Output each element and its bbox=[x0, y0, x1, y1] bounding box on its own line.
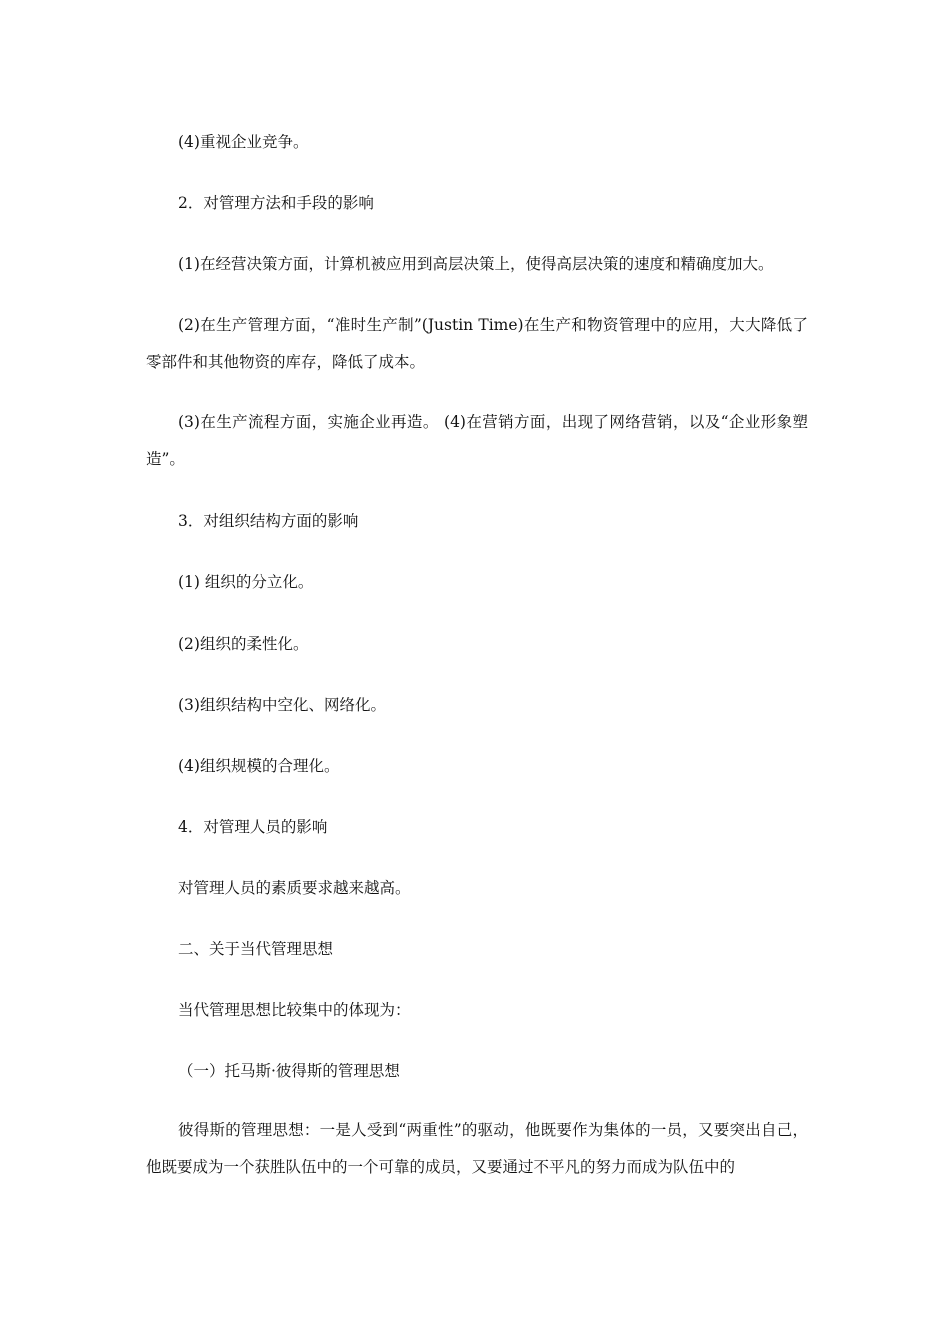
paragraph-manager-quality: 对管理人员的素质要求越来越高。 bbox=[178, 879, 411, 897]
section-heading-managers: 4．对管理人员的影响 bbox=[178, 818, 328, 836]
subheading-peters-thought: （一）托马斯·彼得斯的管理思想 bbox=[178, 1062, 400, 1080]
paragraph-production-management: (2)在生产管理方面，“准时生产制”(Justin Time)在生产和物资管理中的应用，大大降低了零部件和其他物资的库存，降低了成本。 bbox=[146, 316, 808, 371]
section-heading-management-methods: 2．对管理方法和手段的影响 bbox=[178, 194, 374, 212]
paragraph-process-and-marketing: (3)在生产流程方面，实施企业再造。 (4)在营销方面，出现了网络营销，以及“企业形象塑造”。 bbox=[146, 413, 808, 468]
section-heading-contemporary-thought: 二、关于当代管理思想 bbox=[178, 940, 334, 958]
paragraph-org-flexibility: (2)组织的柔性化。 bbox=[178, 635, 309, 653]
paragraph-contemporary-intro: 当代管理思想比较集中的体现为： bbox=[178, 1001, 411, 1019]
paragraph-decision-making: (1)在经营决策方面，计算机被应用到高层决策上，使得高层决策的速度和精确度加大。 bbox=[178, 255, 774, 273]
paragraph-item-4-competition: (4)重视企业竞争。 bbox=[178, 133, 309, 151]
section-heading-organization-structure: 3．对组织结构方面的影响 bbox=[178, 512, 359, 530]
paragraph-org-decentralization: (1) 组织的分立化。 bbox=[178, 573, 314, 591]
paragraph-org-networking: (3)组织结构中空化、网络化。 bbox=[178, 696, 386, 714]
paragraph-org-scale: (4)组织规模的合理化。 bbox=[178, 757, 340, 775]
paragraph-peters-thought: 彼得斯的管理思想：一是人受到“两重性”的驱动，他既要作为集体的一员，又要突出自己，他既要成为一个获胜队伍中的一个可靠的成员，又要通过不平凡的努力而成为队伍中的 bbox=[146, 1121, 808, 1176]
